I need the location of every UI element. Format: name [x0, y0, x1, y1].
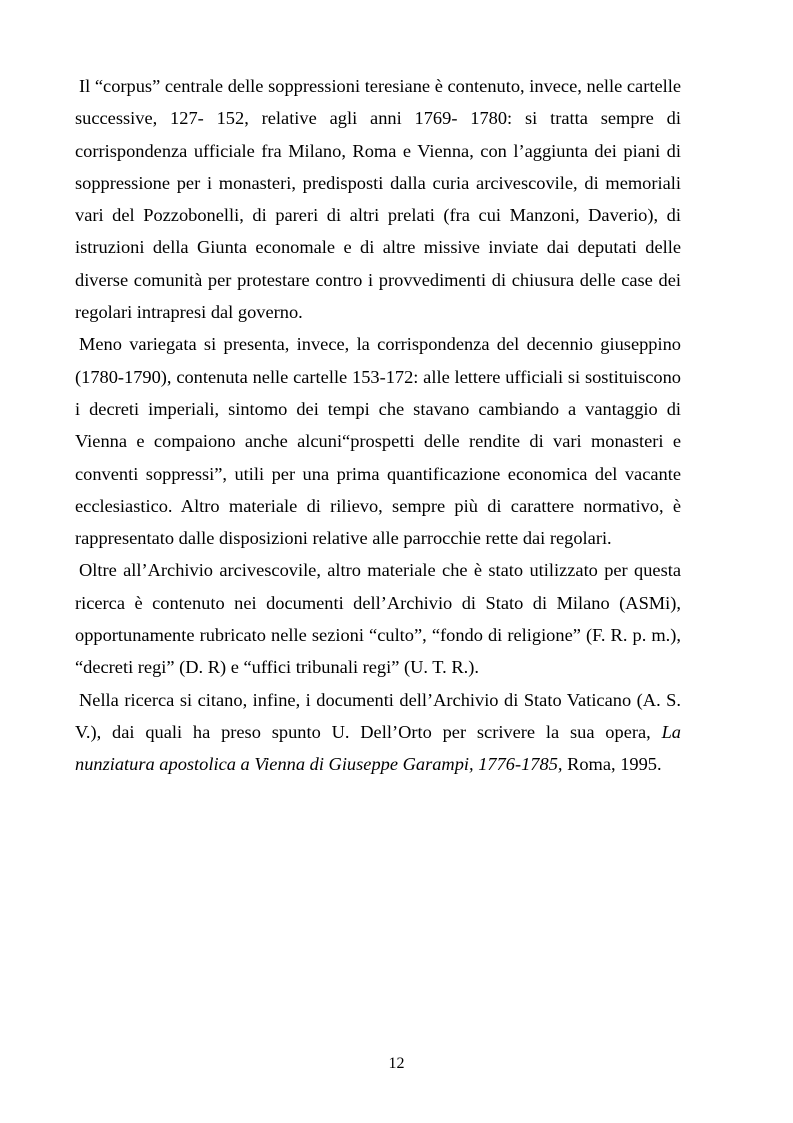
- paragraph-text-after-title: Roma, 1995.: [562, 754, 662, 775]
- book-title: La nunziatura apostolica a Vienna di Giuseppe Garampi, 1776-1785,: [75, 721, 681, 775]
- document-body: [75, 70, 681, 781]
- page-number: 12: [388, 1055, 405, 1072]
- paragraph-corpus-teresiano: Il “corpus” centrale delle soppressioni teresiane è contenuto, invece, nelle cartelle successive, 127- 152, relative agli anni 1769- 1780: si tratta sempre di corrispondenza ufficiale fra Milano, Roma e Vienna, con l’aggiunta dei piani di soppressione per i monasteri, predisposti dalla curia arcivescovile, di memoriali vari del Pozzobonelli, di pareri di altri prelati (fra cui Manzoni, Daverio), di istruzioni della Giunta economale e di altre missive inviate dai deputati delle diverse comunità per protestare contro i provvedimenti di chiusura delle case dei regolari intrapresi dal governo.: [75, 76, 681, 323]
- paragraph-archivio-milano: Oltre all’Archivio arcivescovile, altro materiale che è stato utilizzato per questa ricerca è contenuto nei documenti dell’Archivio di Stato di Milano (ASMi), opportunamente rubricato nelle sezioni “culto”, “fondo di religione” (F. R. p. m.), “decreti regi” (D. R) e “uffici tribunali regi” (U. T. R.).: [75, 560, 681, 678]
- paragraph-archivio-vaticano: [75, 684, 681, 781]
- paragraph-text-before-title: Nella ricerca si citano, infine, i documenti dell’Archivio di Stato Vaticano (A. S. V.), dai quali ha preso spunto U. Dell’Orto per scrivere la sua opera,: [75, 689, 681, 742]
- paragraph-decennio-giuseppino: Meno variegata si presenta, invece, la corrispondenza del decennio giuseppino (1780-1790), contenuta nelle cartelle 153-172: alle lettere ufficiali si sostituiscono i decreti imperiali, sintomo dei tempi che stavano cambiando a vantaggio di Vienna e compaiono anche alcuni“prospetti delle rendite di vari monasteri e conventi soppressi”, utili per una prima quantificazione economica del vacante ecclesiastico. Altro materiale di rilievo, sempre più di carattere normativo, è rappresentato dalle disposizioni relative alle parrocchie rette dai regolari.: [75, 334, 681, 549]
